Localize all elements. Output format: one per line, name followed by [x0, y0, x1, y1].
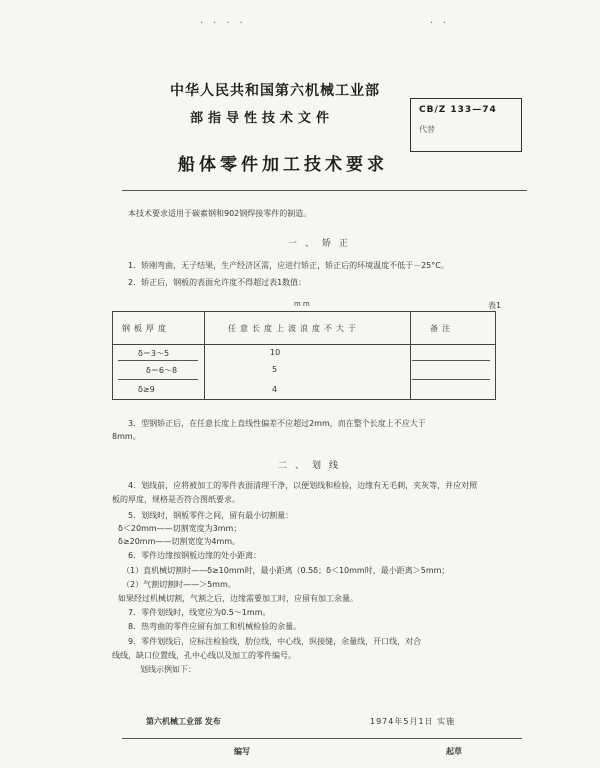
table-header-thickness: 钢板厚度 [122, 324, 170, 333]
intro-paragraph: 本技术要求适用于碳素钢和902钢焊接零件的制造。 [128, 209, 312, 218]
table-row-rule [118, 360, 198, 361]
paragraph-6-note: 如果经过机械切割，气割之后，边缘需要加工时，应留有加工余量。 [118, 594, 358, 603]
footer-divider-top [122, 738, 522, 739]
paragraph-3-line-1: 3．型钢矫正后，在任意长度上直线性偏差不应超过2mm，而在整个长度上不应大于 [128, 419, 426, 428]
standard-code: CB/Z 133—74 [419, 105, 497, 115]
paragraph-6-item-1: （1）直机械切割时——δ≥10mm时，最小距离（0.5δ；δ＜10mm时，最小距离＞5mm； [122, 566, 450, 575]
paragraph-9-line-1: 9．零件划线后，应标注检验线，肋位线，中心线，纵接缝，余量线，开口线，对合 [128, 637, 422, 646]
table-border-right [495, 311, 496, 400]
paragraph-4-line-2: 板的厚度，规格是否符合图纸要求。 [112, 495, 240, 504]
title-divider [122, 190, 527, 191]
paragraph-6-item-2: （2）气割切割时——＞5mm。 [122, 580, 236, 589]
table-col-divider-2 [410, 311, 411, 400]
table-header-divider [112, 344, 496, 345]
cut-width-thick: δ≥20mm——切割宽度为4mm。 [118, 537, 241, 546]
table-cell-thickness: δ＝6～8 [146, 366, 178, 375]
table-row-rule [412, 379, 490, 380]
flatness-table [112, 311, 496, 400]
section-heading-correction: 一、矫正 [288, 239, 357, 249]
section-heading-marking: 二、划线 [278, 461, 347, 471]
paragraph-3-line-2: 8mm。 [112, 432, 141, 441]
paragraph-6: 6．零件边缘按钢板边缘的处小距离： [128, 551, 262, 560]
table-border-bottom [112, 399, 496, 400]
footer-drafter: 起草 [446, 747, 462, 756]
paragraph-8: 8．热弯曲的零件应留有加工和机械检验的余量。 [128, 622, 302, 631]
marking-example-label: 划线示例如下： [140, 665, 196, 674]
table-header-remarks: 备注 [430, 324, 454, 333]
paragraph-2: 2．矫正后，钢板的表面允许度不得超过表1数值： [128, 278, 307, 287]
paragraph-4-line-1: 4．划线前，应将被加工的零件表面清理干净，以便划线和检验，边缘有无毛刺，夹灰等，并应对照 [128, 481, 478, 490]
footer-compiler: 编写 [234, 747, 250, 756]
cut-width-thin: δ＜20mm——切割宽度为3mm； [118, 524, 242, 533]
table-cell-value: 5 [272, 365, 278, 374]
table-cell-thickness: δ≥9 [138, 385, 155, 394]
scan-speckle-top-right: · · [430, 18, 447, 29]
scan-speckle-top: · · · · [200, 18, 243, 29]
table-row-rule [118, 379, 198, 380]
footer-effective-date: 1974年5月1日 实施 [370, 717, 456, 726]
replaces-label: 代替 [419, 125, 435, 134]
table-number: 表1 [488, 301, 502, 310]
table-row-rule [412, 360, 490, 361]
table-cell-value: 10 [270, 348, 281, 357]
paragraph-9-line-2: 线线，缺口位置线，孔中心线以及加工的零件编号。 [112, 651, 296, 660]
standard-number-box [410, 98, 522, 152]
paragraph-7: 7．零件划线时，线宽应为0.5～1mm。 [128, 608, 271, 617]
table-header-flatness: 任意长度上波浪度不大于 [228, 324, 360, 333]
paragraph-1: 1．矫刚弯曲，无子结果，生产经济区需，应进行矫正，矫正后的环境温度不低于－25°C。 [128, 261, 449, 270]
issuing-organization: 中华人民共和国第六机械工业部 [170, 83, 380, 99]
table-col-divider-1 [204, 311, 205, 400]
document-type: 部指导性技术文件 [190, 111, 335, 126]
table-cell-thickness: δ＝3～5 [138, 349, 170, 358]
table-border-left [112, 311, 113, 400]
document-title: 船体零件加工技术要求 [178, 155, 388, 175]
table-cell-value: 4 [272, 385, 278, 394]
table-border-top [112, 311, 496, 312]
table-unit: mm [294, 300, 312, 308]
footer-issuer: 第六机械工业部 发布 [146, 717, 221, 726]
paragraph-5: 5．划线时，钢板零件之间，留有最小切割量： [128, 511, 294, 520]
